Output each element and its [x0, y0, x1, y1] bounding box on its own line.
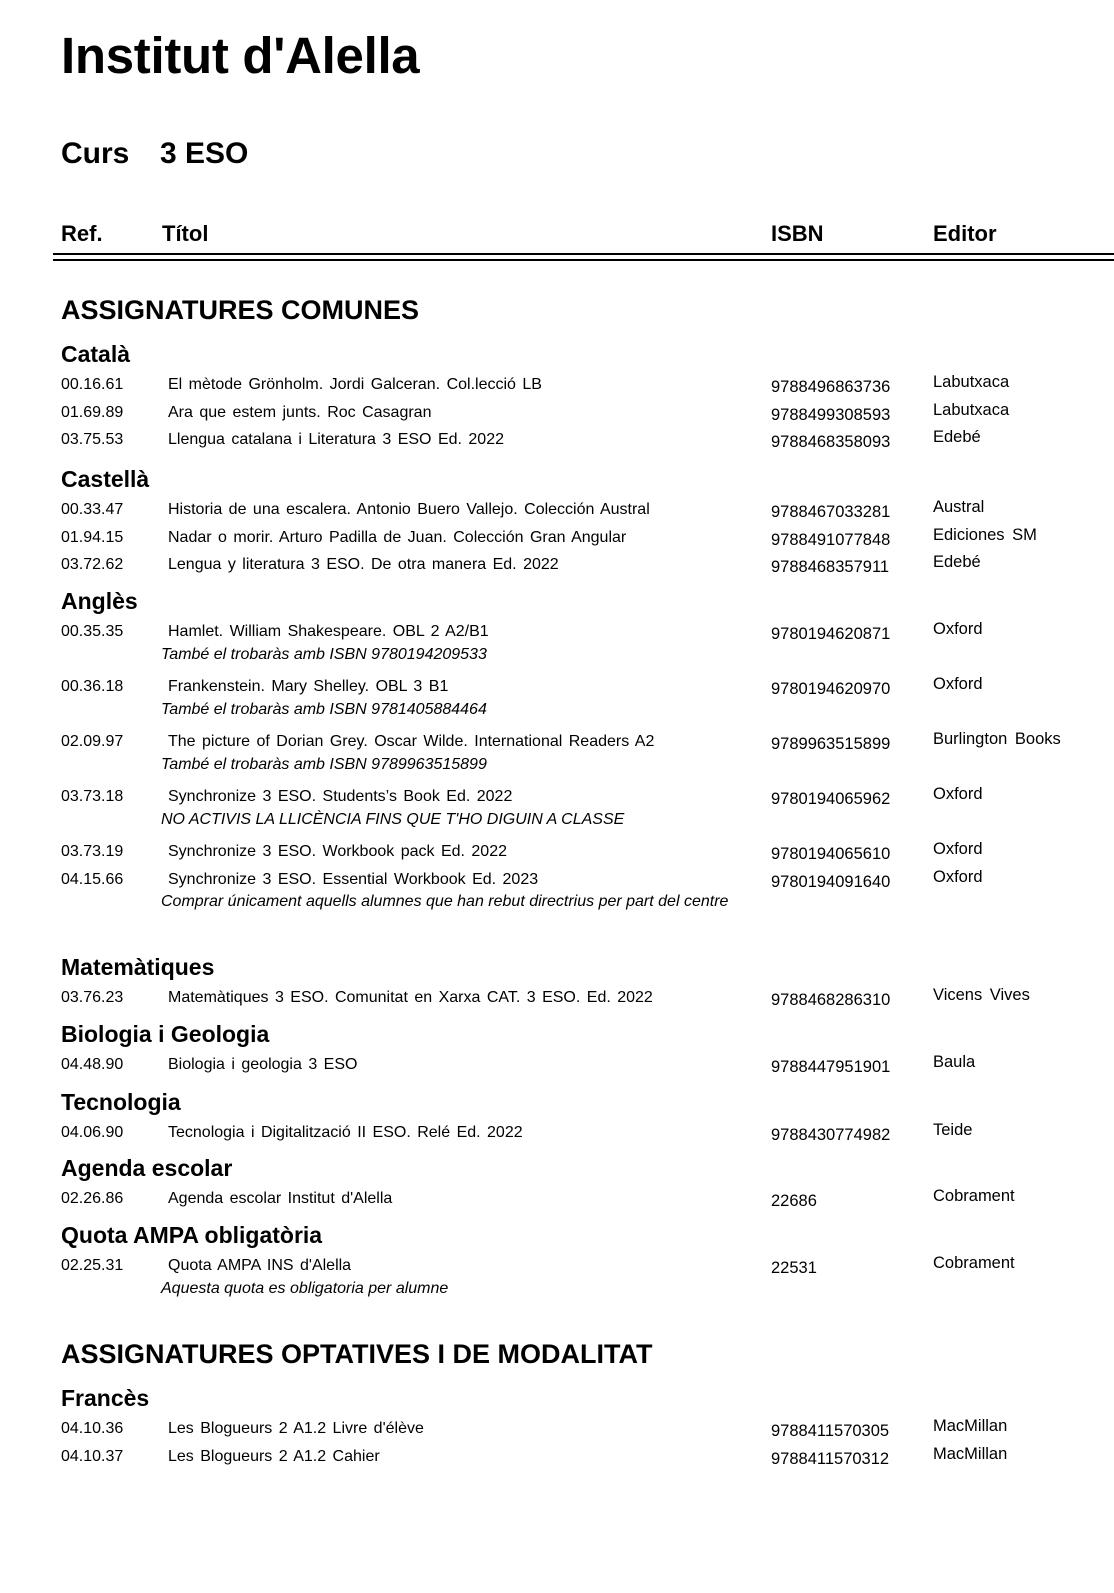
subject-heading: Francès — [61, 1385, 150, 1411]
editor-cell: Teide — [933, 1121, 973, 1139]
table-row — [0, 730, 1114, 754]
section-title: ASSIGNATURES OPTATIVES I DE MODALITAT — [61, 1339, 653, 1369]
title-cell: Les Blogueurs 2 A1.2 Cahier — [168, 1447, 380, 1465]
ref-cell: 01.94.15 — [61, 528, 124, 546]
isbn-cell: 9780194620970 — [771, 680, 891, 698]
course-label: Curs — [61, 137, 130, 170]
table-row — [0, 840, 1114, 864]
title-cell: Historia de una escalera. Antonio Buero Vallejo. Colección Austral — [168, 501, 650, 518]
editor-cell: Oxford — [933, 675, 983, 693]
editor-cell: MacMillan — [933, 1417, 1008, 1435]
ref-cell: 02.09.97 — [61, 733, 124, 750]
table-row — [0, 1187, 1114, 1211]
isbn-cell: 9788468358093 — [771, 433, 891, 451]
subject-heading: Tecnologia — [61, 1089, 181, 1115]
subject-heading: Matemàtiques — [61, 954, 215, 980]
subject-heading: Català — [61, 341, 131, 367]
editor-cell: Ediciones SM — [933, 525, 1037, 544]
table-row — [0, 553, 1114, 577]
table-row — [0, 1254, 1114, 1278]
ref-cell: 00.33.47 — [61, 501, 124, 518]
row-note: També el trobaràs amb ISBN 9781405884464 — [161, 700, 487, 718]
title-cell: Tecnologia i Digitalització II ESO. Relé Ed. 2022 — [168, 1124, 523, 1141]
ref-cell: 04.48.90 — [61, 1056, 124, 1073]
row-note: També el trobaràs amb ISBN 9789963515899 — [161, 755, 487, 773]
isbn-cell: 22531 — [771, 1259, 817, 1277]
title-cell: Matemàtiques 3 ESO. Comunitat en Xarxa CAT. 3 ESO. Ed. 2022 — [168, 989, 653, 1006]
subject-heading: Quota AMPA obligatòria — [61, 1222, 323, 1248]
editor-cell: Oxford — [933, 867, 983, 886]
editor-cell: Oxford — [933, 840, 983, 858]
title-cell: Synchronize 3 ESO. Workbook pack Ed. 2022 — [168, 843, 507, 860]
title-cell: Llengua catalana i Literatura 3 ESO Ed. 2022 — [168, 431, 504, 448]
ref-cell: 03.75.53 — [61, 431, 124, 448]
title-cell: Les Blogueurs 2 A1.2 Livre d'élève — [168, 1420, 424, 1437]
table-row — [0, 1121, 1114, 1145]
isbn-cell: 9780194065610 — [771, 845, 891, 863]
ref-cell: 03.76.23 — [61, 989, 124, 1006]
isbn-cell: 9780194091640 — [771, 872, 891, 891]
editor-cell: Oxford — [933, 620, 983, 638]
column-header-isbn: ISBN — [771, 221, 824, 246]
isbn-cell: 9788468357911 — [771, 558, 890, 576]
isbn-cell: 9788411570312 — [771, 1449, 890, 1468]
table-row — [0, 401, 1114, 425]
course-value: 3 ESO — [160, 137, 249, 170]
ref-cell: 03.73.19 — [61, 843, 124, 860]
title-cell: Ara que estem junts. Roc Casagran — [168, 403, 432, 421]
editor-cell: Labutxaca — [933, 400, 1010, 419]
ref-cell: 03.73.18 — [61, 788, 124, 805]
editor-cell: Edebé — [933, 428, 981, 446]
title-cell: The picture of Dorian Grey. Oscar Wilde. International Readers A2 — [168, 733, 655, 750]
title-cell: Agenda escolar Institut d'Alella — [168, 1190, 393, 1207]
ref-cell: 00.16.61 — [61, 376, 124, 393]
editor-cell: Baula — [933, 1053, 976, 1071]
row-note: Aquesta quota es obligatoria per alumne — [161, 1279, 449, 1297]
column-headers — [61, 220, 1114, 248]
editor-cell: Edebé — [933, 553, 981, 571]
subject-heading: Castellà — [61, 466, 150, 492]
isbn-cell: 9789963515899 — [771, 735, 891, 753]
table-row — [0, 498, 1114, 522]
editor-cell: Oxford — [933, 785, 983, 803]
isbn-cell: 9788467033281 — [771, 503, 891, 521]
isbn-cell: 9780194065962 — [771, 790, 891, 808]
table-row — [0, 1445, 1114, 1469]
ref-cell: 00.35.35 — [61, 623, 124, 640]
isbn-cell: 9788499308593 — [771, 405, 891, 424]
table-row — [0, 1417, 1114, 1441]
editor-cell: Cobrament — [933, 1187, 1015, 1205]
isbn-cell: 9788447951901 — [771, 1058, 891, 1076]
title-cell: Synchronize 3 ESO. Students’s Book Ed. 2022 — [168, 788, 513, 805]
table-row — [0, 373, 1114, 397]
ref-cell: 04.15.66 — [61, 870, 124, 888]
isbn-cell: 9788491077848 — [771, 530, 891, 549]
ref-cell: 04.06.90 — [61, 1124, 124, 1141]
ref-cell: 04.10.36 — [61, 1420, 124, 1437]
table-row — [0, 785, 1114, 809]
title-cell: Synchronize 3 ESO. Essential Workbook Ed. 2023 — [168, 870, 539, 888]
course-heading — [61, 136, 248, 172]
subject-heading: Anglès — [61, 588, 138, 614]
title-cell: Frankenstein. Mary Shelley. OBL 3 B1 — [168, 678, 449, 695]
column-header-editor: Editor — [933, 221, 997, 246]
ref-cell: 01.69.89 — [61, 403, 124, 421]
isbn-cell: 22686 — [771, 1192, 817, 1210]
title-cell: Lengua y literatura 3 ESO. De otra manera Ed. 2022 — [168, 556, 559, 573]
row-note: NO ACTIVIS LA LLICÈNCIA FINS QUE T'HO DIGUIN A CLASSE — [161, 810, 625, 828]
editor-cell: Burlington Books — [933, 730, 1061, 748]
table-row — [0, 526, 1114, 550]
subject-heading: Biologia i Geologia — [61, 1021, 270, 1047]
editor-cell: Vicens Vives — [933, 986, 1030, 1004]
isbn-cell: 9788496863736 — [771, 378, 891, 396]
header-double-rule — [53, 253, 1114, 261]
ref-cell: 03.72.62 — [61, 556, 124, 573]
title-cell: Biologia i geologia 3 ESO — [168, 1056, 358, 1073]
ref-cell: 02.26.86 — [61, 1190, 124, 1207]
row-note: També el trobaràs amb ISBN 9780194209533 — [161, 645, 487, 663]
isbn-cell: 9788411570305 — [771, 1422, 890, 1440]
editor-cell: MacMillan — [933, 1444, 1008, 1463]
section-title: ASSIGNATURES COMUNES — [61, 295, 420, 325]
title-cell: El mètode Grönholm. Jordi Galceran. Col.lecció LB — [168, 376, 542, 393]
ref-cell: 02.25.31 — [61, 1257, 124, 1274]
isbn-cell: 9780194620871 — [771, 625, 891, 643]
title-cell: Nadar o morir. Arturo Padilla de Juan. Colección Gran Angular — [168, 528, 627, 546]
title-cell: Hamlet. William Shakespeare. OBL 2 A2/B1 — [168, 623, 489, 640]
isbn-cell: 9788430774982 — [771, 1126, 891, 1144]
row-note: Comprar únicament aquells alumnes que han rebut directrius per part del centre — [161, 893, 729, 910]
editor-cell: Austral — [933, 498, 985, 516]
column-header-title: Títol — [162, 221, 209, 246]
table-row — [0, 868, 1114, 892]
subject-heading: Agenda escolar — [61, 1155, 233, 1181]
title-cell: Quota AMPA INS d'Alella — [168, 1257, 352, 1274]
table-row — [0, 1053, 1114, 1077]
ref-cell: 04.10.37 — [61, 1447, 124, 1465]
column-header-ref: Ref. — [61, 221, 103, 246]
editor-cell: Labutxaca — [933, 373, 1010, 391]
table-row — [0, 428, 1114, 452]
ref-cell: 00.36.18 — [61, 678, 124, 695]
school-title: Institut d'Alella — [61, 27, 420, 84]
table-row — [0, 675, 1114, 699]
isbn-cell: 9788468286310 — [771, 991, 891, 1009]
table-row — [0, 986, 1114, 1010]
editor-cell: Cobrament — [933, 1254, 1015, 1272]
table-row — [0, 620, 1114, 644]
